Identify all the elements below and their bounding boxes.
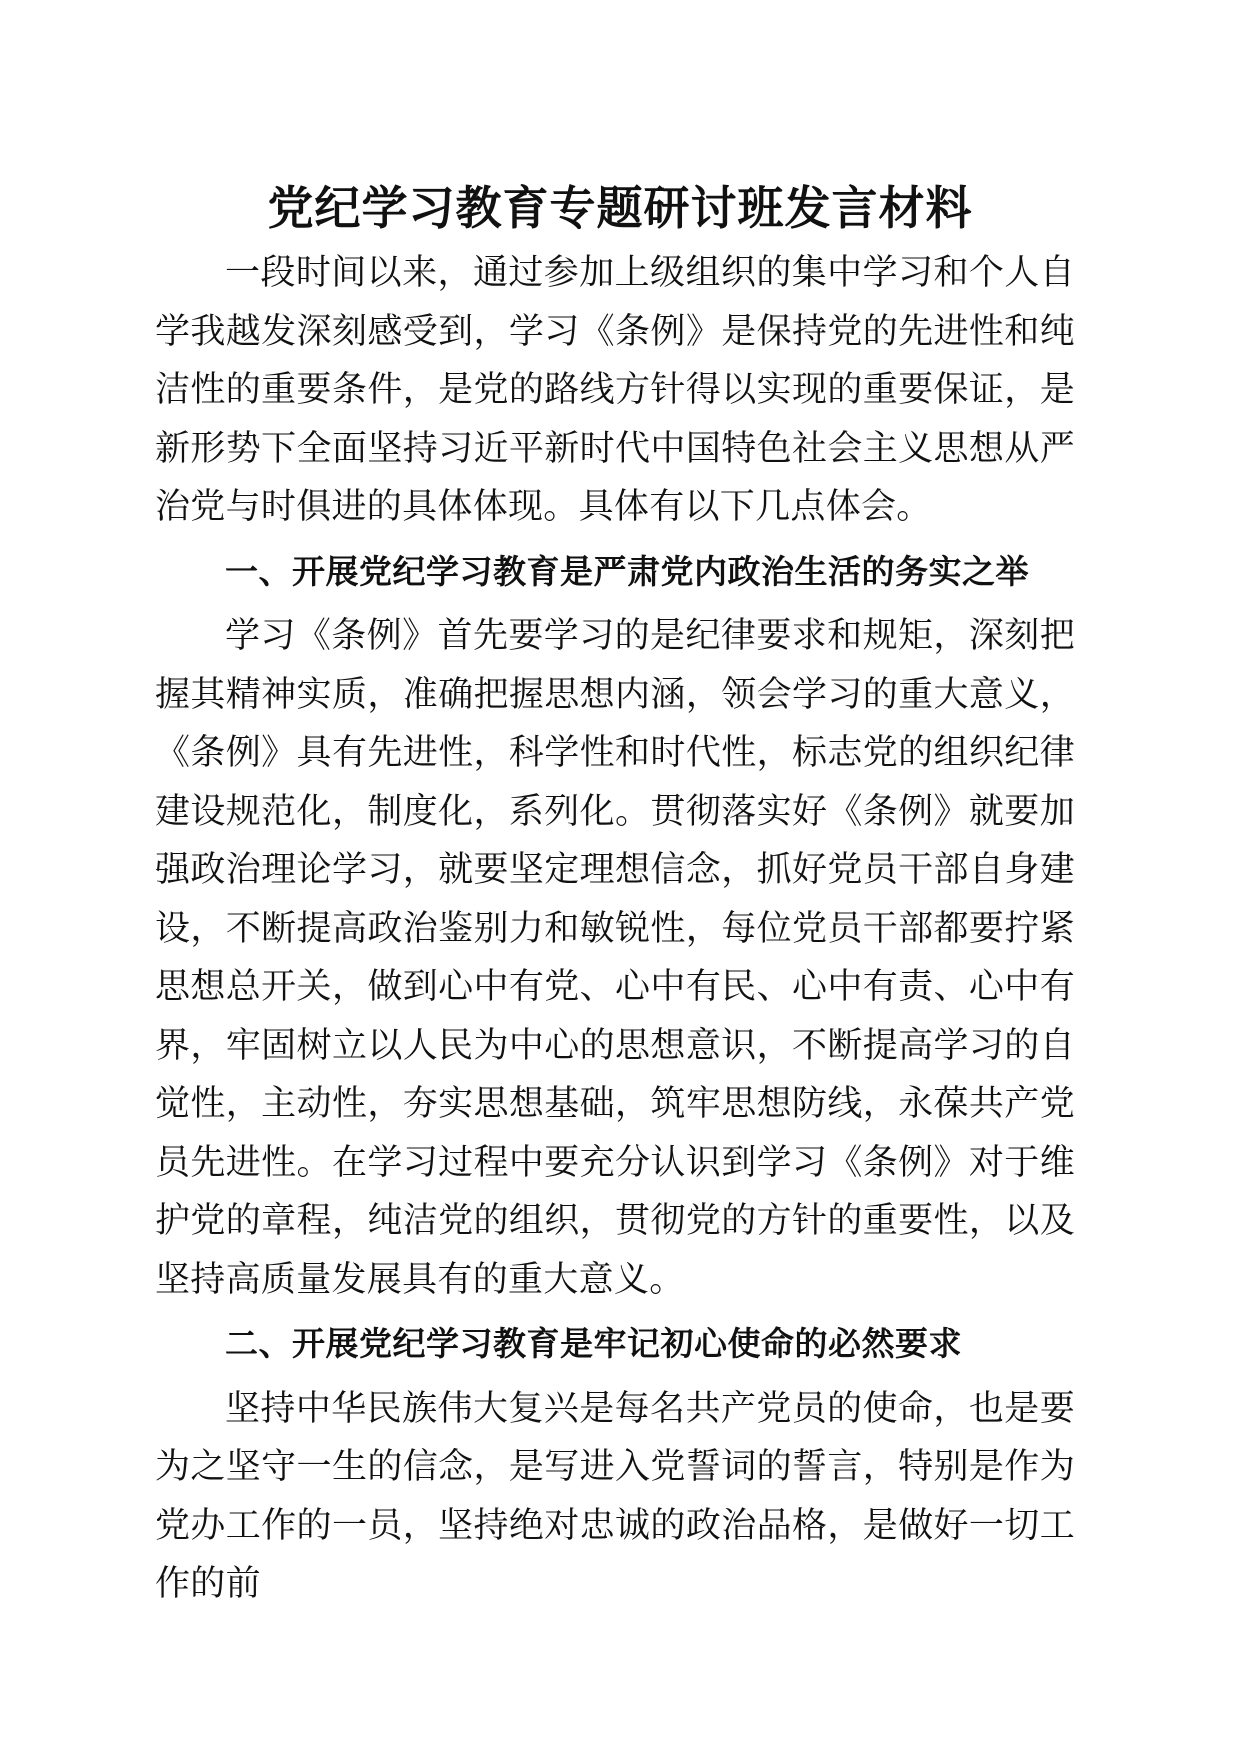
section-2-paragraph: 坚持中华民族伟大复兴是每名共产党员的使命，也是要为之坚守一生的信念，是写进入党誓词的誓言，特别是作为党办工作的一员，坚持绝对忠诚的政治品格，是做好一切工作的前	[155, 1388, 1075, 1604]
document-body	[155, 244, 1075, 1614]
section-1-paragraph: 学习《条例》首先要学习的是纪律要求和规矩，深刻把握其精神实质，准确把握思想内涵，领会学习的重大意义，《条例》具有先进性，科学性和时代性，标志党的组织纪律建设规范化，制度化，系列化。贯彻落实好《条例》就要加强政治理论学习，就要坚定理想信念，抓好党员干部自身建设，不断提高政治鉴别力和敏锐性，每位党员干部都要拧紧思想总开关，做到心中有党、心中有民、心中有责、心中有界，牢固树立以人民为中心的思想意识，不断提高学习的自觉性，主动性，夯实思想基础，筑牢思想防线，永葆共产党员先进性。在学习过程中要充分认识到学习《条例》对于维护党的章程，纯洁党的组织，贯彻党的方针的重要性，以及坚持高质量发展具有的重大意义。	[155, 616, 1075, 1300]
document-title: 党纪学习教育专题研讨班发言材料	[267, 181, 973, 235]
section-1-heading: 一、开展党纪学习教育是严肃党内政治生活的务实之举	[225, 551, 1029, 591]
intro-paragraph: 一段时间以来，通过参加上级组织的集中学习和个人自学我越发深刻感受到，学习《条例》是保持党的先进性和纯洁性的重要条件，是党的路线方针得以实现的重要保证，是新形势下全面坚持习近平新时代中国特色社会主义思想从严治党与时俱进的具体体现。具体有以下几点体会。	[155, 253, 1075, 527]
section-2-heading: 二、开展党纪学习教育是牢记初心使命的必然要求	[225, 1324, 962, 1363]
